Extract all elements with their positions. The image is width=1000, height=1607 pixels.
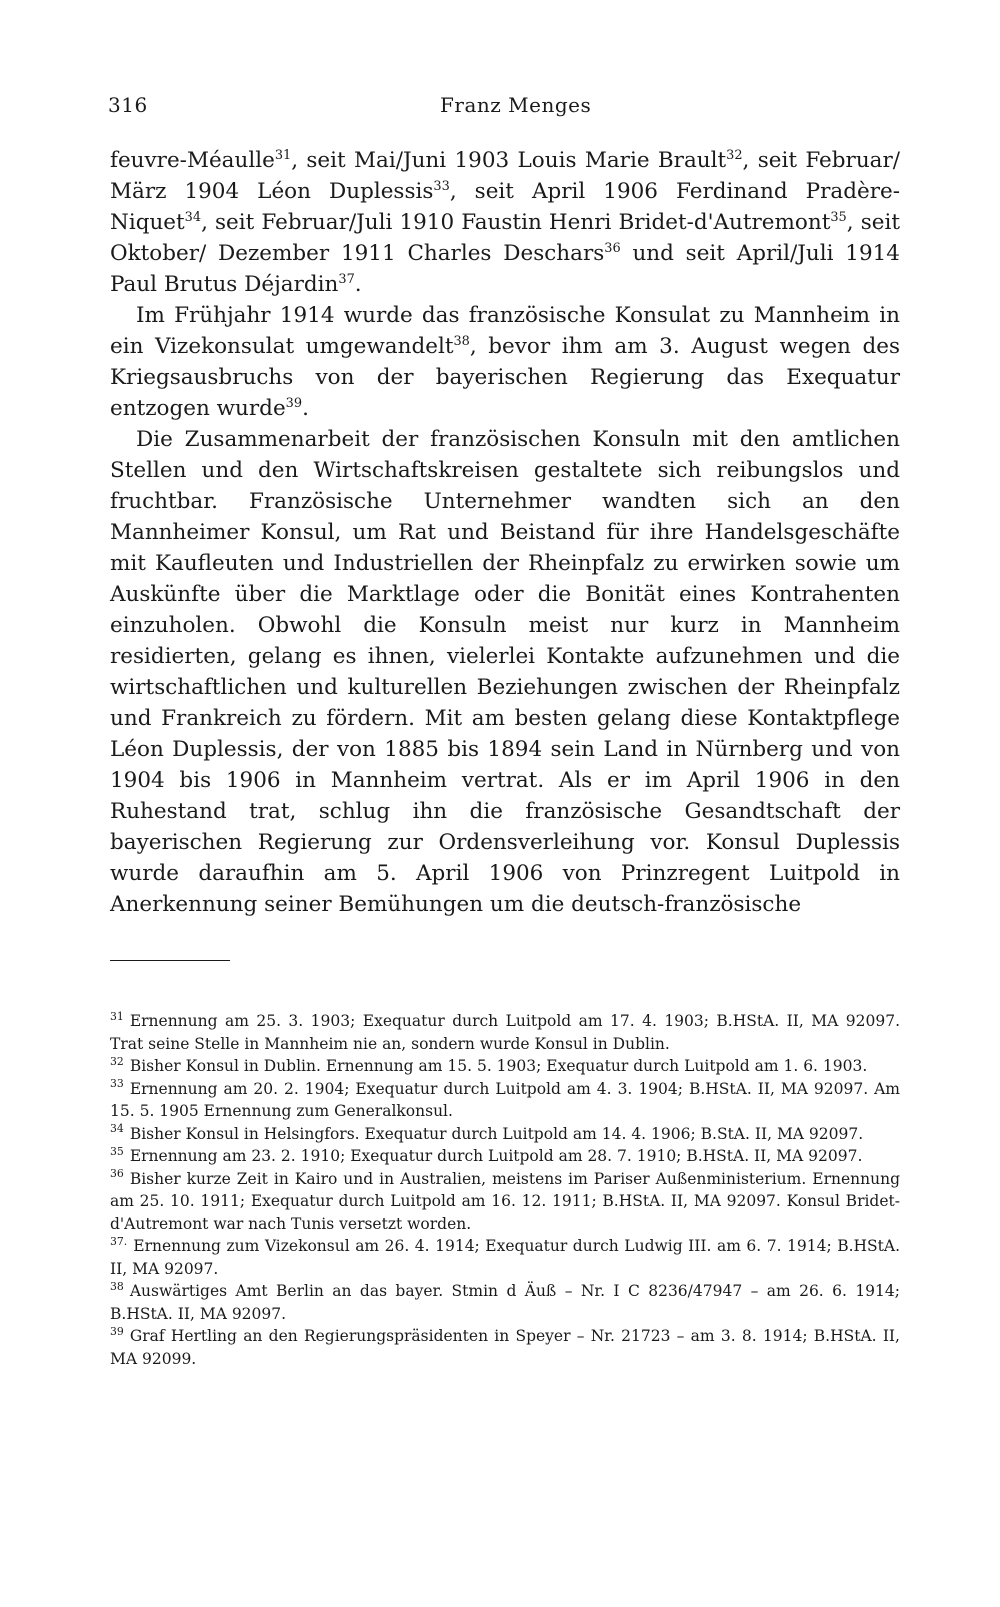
footnote (110, 1280, 900, 1325)
footnote-ref[interactable]: 37 (338, 271, 355, 287)
footnote (110, 1145, 900, 1168)
footnote-number: 33 (110, 1077, 124, 1091)
paragraph-3: Die Zusammenarbeit der französischen Konsuln mit den amtlichen Stellen und den Wirtschaftskreisen gestaltete sich reibungslos und fruchtbar. Französische Unternehmer wandten sich an den Mannheimer Konsul, um Rat und Beistand für ihre Handelsgeschäfte mit Kaufleuten und Industriellen der Rheinpfalz zu erwirken sowie um Auskünfte über die Marktlage oder die Bonität eines Kontrahenten einzuholen. Obwohl die Konsuln meist nur kurz in Mannheim residierten, gelang es ihnen, vielerlei Kontakte aufzunehmen und die wirtschaftlichen und kulturellen Beziehungen zwischen der Rheinpfalz und Frankreich zu fördern. Mit am besten gelang diese Kontaktpflege Léon Duplessis, der von 1885 bis 1894 sein Land in Nürnberg und von 1904 bis 1906 in Mannheim vertrat. Als er im April 1906 in den Ruhestand trat, schlug ihn die französische Gesandtschaft der bayerischen Regierung zur Ordensverleihung vor. Konsul Duplessis wurde daraufhin am 5. April 1906 von Prinzregent Luitpold in Anerkennung seiner Bemühungen um die deutsch-französische (110, 427, 900, 917)
footnote-number: 39 (110, 1324, 124, 1338)
footnote-divider (110, 960, 230, 961)
footnote-text: Auswärtiges Amt Berlin an das bayer. Stmin d Äuß – Nr. I C 8236/47947 – am 26. 6. 1914; B.HStA. II, MA 92097. (110, 1282, 900, 1323)
footnote-ref[interactable]: 31 (274, 147, 292, 163)
footnote (110, 1123, 900, 1146)
footnote-text: Graf Hertling an den Regierungspräsidenten in Speyer – Nr. 21723 – am 3. 8. 1914; B.HStA. II, MA 92099. (110, 1327, 900, 1368)
text-run: . (354, 272, 362, 297)
footnote-ref[interactable]: 38 (453, 333, 470, 349)
footnote-text: Bisher kurze Zeit in Kairo und in Australien, meistens im Pariser Außenministerium. Ernennung am 25. 10. 1911; Exequatur durch Luitpold am 16. 12. 1911; B.HStA. II, MA 92097. Konsul Bridet-d'Autremont war nach Tunis versetzt worden. (110, 1169, 900, 1233)
footnote-text: Ernennung am 20. 2. 1904; Exequatur durch Luitpold am 4. 3. 1904; B.HStA. II, MA 92097. Am 15. 5. 1905 Ernennung zum Generalkonsul. (110, 1079, 900, 1120)
text-run: , seit Februar/Juli 1910 Faustin Henri Bridet-d'Autremont (201, 210, 831, 235)
footnote-number: 36 (110, 1167, 124, 1181)
footnote-text: Ernennung zum Vizekonsul am 26. 4. 1914; Exequatur durch Ludwig III. am 6. 7. 1914; B.HStA. II, MA 92097. (110, 1237, 900, 1278)
footnote-number: 37. (110, 1234, 128, 1248)
footnote-ref[interactable]: 32 (726, 147, 743, 163)
text-run: Im Frühjahr 1914 wurde das französische Konsulat zu Mannheim in ein Vizekonsulat umgewandelt (110, 303, 900, 359)
footnote (110, 1055, 900, 1078)
text-run: , bevor ihm am 3. August wegen des Kriegsausbruchs von der bayerischen Regierung das Exequatur entzogen wurde (110, 334, 900, 421)
footnote (110, 1235, 900, 1280)
text-run: , seit Mai/Juni 1903 Louis Marie Brault (291, 148, 727, 173)
footnote (110, 1325, 900, 1370)
paragraph-1 (110, 145, 900, 300)
footnote-ref[interactable]: 39 (285, 395, 303, 411)
footnote (110, 1078, 900, 1123)
footnote (110, 1168, 900, 1236)
footnote-number: 35 (110, 1144, 124, 1158)
page-number: 316 (108, 93, 148, 117)
text-run: feuvre-Méaulle (110, 148, 275, 173)
footnote (110, 1010, 900, 1055)
footnote-ref[interactable]: 33 (433, 178, 450, 194)
footnote-text: Bisher Konsul in Helsingfors. Exequatur durch Luitpold am 14. 4. 1906; B.StA. II, MA 92097. (129, 1124, 864, 1143)
footnote-number: 31 (110, 1009, 124, 1023)
footnote-ref[interactable]: 36 (604, 240, 621, 256)
footnotes (110, 1010, 900, 1370)
footnote-text: Bisher Konsul in Dublin. Ernennung am 15. 5. 1903; Exequatur durch Luitpold am 1. 6. 1903. (129, 1057, 868, 1075)
footnote-number: 34 (110, 1122, 124, 1136)
running-head: Franz Menges (440, 93, 592, 117)
text-run: , seit Februar/ März 1904 Léon Duplessis (110, 148, 901, 204)
footnote-text: Ernennung am 23. 2. 1910; Exequatur durch Luitpold am 28. 7. 1910; B.HStA. II, MA 92097. (129, 1147, 863, 1165)
footnote-number: 38 (110, 1279, 124, 1293)
text-run: und seit April/Juli 1914 Paul Brutus Déjardin (110, 241, 900, 297)
text-run: , seit April 1906 Ferdinand Pradère-Niquet (110, 179, 900, 235)
footnote-number: 32 (110, 1054, 124, 1068)
paragraph-2 (110, 300, 900, 424)
footnote-ref[interactable]: 35 (830, 209, 847, 225)
body-text (110, 145, 900, 920)
text-run: . (302, 396, 309, 421)
footnote-text: Ernennung am 25. 3. 1903; Exequatur durch Luitpold am 17. 4. 1903; B.HStA. II, MA 92097. Trat seine Stelle in Mannheim nie an, sondern wurde Konsul in Dublin. (110, 1012, 900, 1053)
text-run: , seit Oktober/ Dezember 1911 Charles Deschars (110, 210, 900, 266)
footnote-ref[interactable]: 34 (184, 209, 202, 225)
